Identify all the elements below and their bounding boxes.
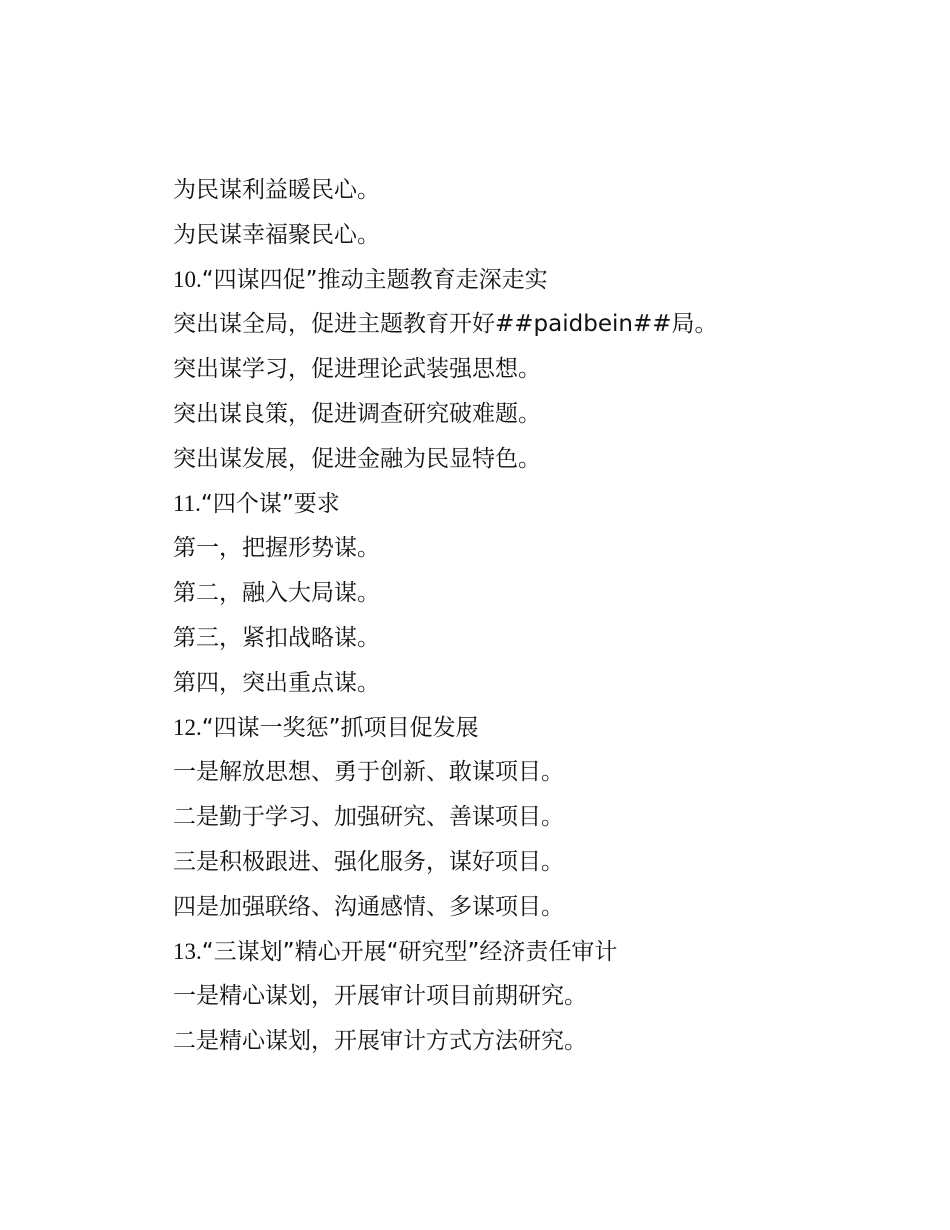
line-text: 为民谋幸福聚民心。 [173,221,380,248]
heading-number: 13. [173,938,202,964]
body-line [173,571,893,616]
line-text: 第二，融入大局谋。 [173,580,380,607]
line-text: 突出谋全局，促进主题教育开好##paidbein##局。 [173,311,718,338]
line-text: 为民谋利益暖民心。 [173,177,380,203]
body-line [173,750,893,795]
section-heading [173,706,893,751]
line-text: 突出谋良策，促进调查研究破难题。 [173,400,541,427]
line-text: 一是精心谋划，开展审计项目前期研究。 [173,983,587,1010]
body-line [173,885,893,930]
body-line [173,974,893,1019]
body-line [173,661,893,706]
heading-text: “四个谋”要求 [200,490,340,517]
section-heading [173,482,893,527]
line-text: 第四，突出重点谋。 [173,669,380,696]
line-text: 三是积极跟进、强化服务，谋好项目。 [173,848,564,875]
line-text: 四是加强联络、沟通感情、多谋项目。 [173,893,564,920]
body-line [173,840,893,885]
body-line [173,392,893,437]
body-line [173,616,893,661]
heading-number: 10. [173,266,202,292]
line-text: 一是解放思想、勇于创新、敢谋项目。 [173,759,564,786]
line-text: 第三，紧扣战略谋。 [173,624,380,651]
heading-number: 12. [173,714,202,740]
body-line [173,437,893,482]
heading-number: 11. [173,490,201,516]
heading-text: “四谋四促”推动主题教育走深走实 [201,266,548,293]
body-line [173,1019,893,1064]
body-line [173,347,893,392]
body-line [173,795,893,840]
line-text: 二是精心谋划，开展审计方式方法研究。 [173,1028,587,1055]
heading-text: “四谋一奖惩”抓项目促发展 [201,714,479,741]
section-heading [173,930,893,975]
body-line [173,168,893,213]
line-text: 突出谋学习，促进理论武装强思想。 [173,356,541,383]
heading-text: “三谋划”精心开展“研究型”经济责任审计 [201,938,618,965]
document-body [173,168,893,1064]
line-text: 突出谋发展，促进金融为民显特色。 [173,445,541,472]
line-text: 二是勤于学习、加强研究、善谋项目。 [173,804,564,831]
body-line [173,213,893,258]
section-heading [173,258,893,303]
body-line [173,526,893,571]
body-line [173,302,893,347]
line-text: 第一，把握形势谋。 [173,535,380,562]
